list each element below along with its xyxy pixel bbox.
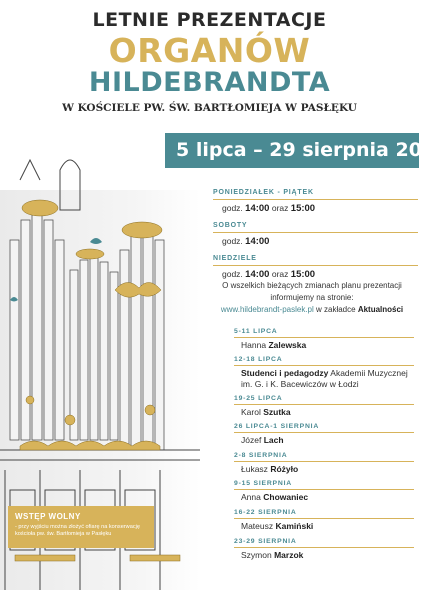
title-line-2: ORGANÓW bbox=[108, 31, 311, 70]
week-item bbox=[234, 327, 414, 351]
performer: Łukasz Różyło bbox=[241, 464, 299, 474]
venue-line: W KOŚCIELE PW. ŚW. BARTŁOMIEJA W PASŁĘKU bbox=[62, 102, 357, 114]
week-divider bbox=[234, 461, 414, 462]
week-item bbox=[234, 451, 414, 475]
week-item bbox=[234, 422, 414, 446]
performer: Anna Chowaniec bbox=[241, 492, 309, 502]
info-note bbox=[212, 280, 412, 316]
free-entry-text: - przy wyjściu można złożyć ofiarę na konserwację kościoła pw. św. Bartłomieja w Pasłęku bbox=[15, 524, 140, 537]
week-item bbox=[234, 355, 414, 390]
week-item bbox=[234, 537, 414, 561]
performer: Studenci i pedagodzy Akademii Muzycznej im. G. i K. Bacewiczów w Łodzi bbox=[241, 368, 408, 389]
schedule-heading: PONIEDZIAŁEK - PIĄTEK bbox=[213, 189, 314, 196]
schedule-block-weekdays bbox=[213, 188, 418, 215]
week-divider bbox=[234, 547, 414, 548]
title-line-1: LETNIE PREZENTACJE bbox=[92, 9, 327, 31]
week-item bbox=[234, 479, 414, 503]
schedule-heading: NIEDZIELE bbox=[213, 255, 257, 262]
week-divider bbox=[234, 432, 414, 433]
week-divider bbox=[234, 404, 414, 405]
week-dates: 19-25 LIPCA bbox=[234, 395, 283, 402]
week-dates: 23-29 SIERPNIA bbox=[234, 538, 297, 545]
week-dates: 16-22 SIERPNIA bbox=[234, 509, 297, 516]
performer: Mateusz Kamiński bbox=[241, 521, 314, 531]
schedule-time: godz. 14:00 oraz 15:00 bbox=[222, 203, 316, 214]
week-dates: 9-15 SIERPNIA bbox=[234, 480, 292, 487]
week-dates: 12-18 LIPCA bbox=[234, 356, 283, 363]
dates-banner: 5 lipca – 29 sierpnia 2021 bbox=[165, 133, 419, 168]
website-link[interactable]: www.hildebrandt-paslek.pl bbox=[220, 305, 314, 314]
week-dates: 2-8 SIERPNIA bbox=[234, 452, 288, 459]
performer: Karol Szutka bbox=[241, 407, 291, 417]
info-text: O wszelkich bieżących zmianach planu prezentacji informujemy na stronie: bbox=[222, 281, 402, 302]
week-divider bbox=[234, 518, 414, 519]
title-line-3: HILDEBRANDTA bbox=[88, 67, 331, 98]
week-divider bbox=[234, 365, 414, 366]
week-divider bbox=[234, 489, 414, 490]
performer: Hanna Zalewska bbox=[241, 340, 307, 350]
free-entry-box bbox=[8, 506, 154, 548]
schedule-time: godz. 14:00 oraz 15:00 bbox=[222, 269, 316, 280]
schedule-block-sundays bbox=[213, 254, 418, 281]
daily-schedule bbox=[213, 188, 418, 287]
week-dates: 26 LIPCA-1 SIERPNIA bbox=[234, 423, 320, 430]
performer: Szymon Marzok bbox=[241, 550, 304, 560]
week-item bbox=[234, 508, 414, 532]
performer: Józef Lach bbox=[241, 435, 284, 445]
free-entry-title: WSTĘP WOLNY bbox=[15, 512, 81, 521]
schedule-block-saturdays bbox=[213, 221, 418, 248]
week-item bbox=[234, 394, 414, 418]
week-dates: 5-11 LIPCA bbox=[234, 328, 278, 335]
poster-header bbox=[0, 8, 419, 115]
schedule-heading: SOBOTY bbox=[213, 222, 248, 229]
schedule-divider bbox=[213, 232, 418, 233]
schedule-divider bbox=[213, 265, 418, 266]
info-link-line: www.hildebrandt-paslek.pl w zakładce Aktualności bbox=[220, 305, 404, 314]
section-name: Aktualności bbox=[357, 305, 404, 314]
schedule-time: godz. 14:00 bbox=[222, 236, 270, 247]
schedule-divider bbox=[213, 199, 418, 200]
week-divider bbox=[234, 337, 414, 338]
